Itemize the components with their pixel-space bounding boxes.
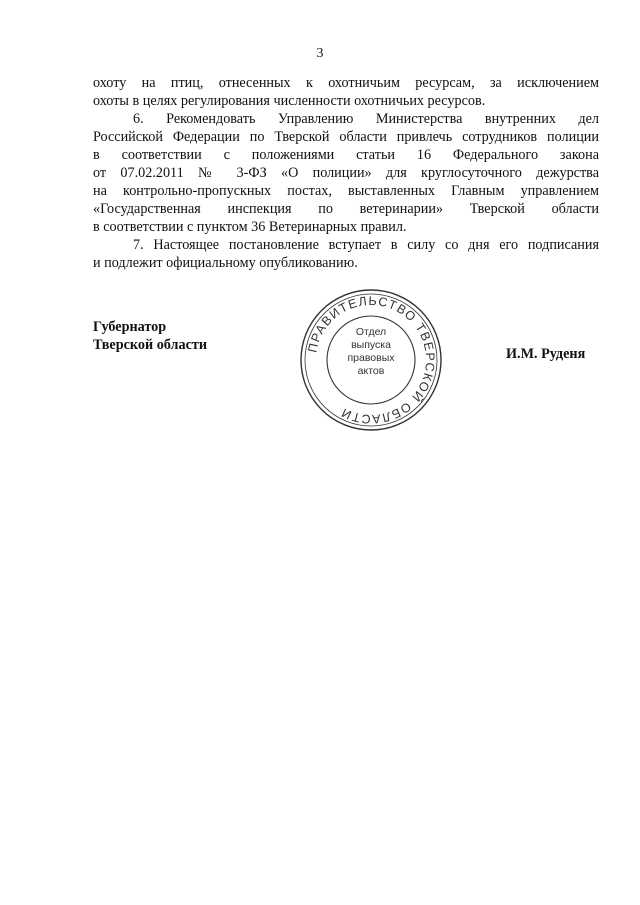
seal-ring-text: ПРАВИТЕЛЬСТВО ТВЕРСКОЙ ОБЛАСТИ — [305, 293, 438, 427]
seal-inner-line: Отдел — [355, 326, 387, 338]
text-line: на контрольно-пропускных постах, выставленных Главным управлением — [93, 183, 599, 199]
text-line: охоту на птиц, отнесенных к охотничьим ресурсам, за исключением — [93, 75, 599, 91]
text-line: в соответствии с пунктом 36 Ветеринарных правил. — [93, 219, 407, 235]
text-line: и подлежит официальному опубликованию. — [93, 255, 358, 271]
text-line: 6. Рекомендовать Управлению Министерства внутренних дел — [133, 111, 599, 127]
seal-inner-line: правовых — [347, 352, 395, 364]
text-line: 7. Настоящее постановление вступает в силу со дня его подписания — [133, 237, 599, 253]
text-line: «Государственная инспекция по ветеринарии» Тверской области — [93, 201, 599, 217]
paragraph-continuation — [93, 74, 599, 110]
text-line: Российской Федерации по Тверской области привлечь сотрудников полиции — [93, 129, 599, 145]
text-line: охоты в целях регулирования численности охотничьих ресурсов. — [93, 93, 486, 109]
document-body — [93, 74, 599, 272]
paragraph-item-7 — [93, 236, 599, 272]
text-line: в соответствии с положениями статьи 16 Федерального закона — [93, 147, 599, 163]
signatory-position — [93, 318, 207, 354]
seal-inner-line: актов — [357, 365, 385, 377]
signatory-position-line: Тверской области — [93, 337, 208, 353]
signatory-name: И.М. Руденя — [506, 346, 586, 362]
page-number: 3 — [316, 46, 324, 61]
signatory-position-line: Губернатор — [93, 319, 167, 335]
paragraph-item-6 — [93, 110, 599, 236]
seal-inner-line: выпуска — [351, 339, 391, 351]
text-line: от 07.02.2011 № 3-ФЗ «О полиции» для круглосуточного дежурства — [93, 165, 599, 181]
seal-inner-text — [331, 326, 411, 378]
